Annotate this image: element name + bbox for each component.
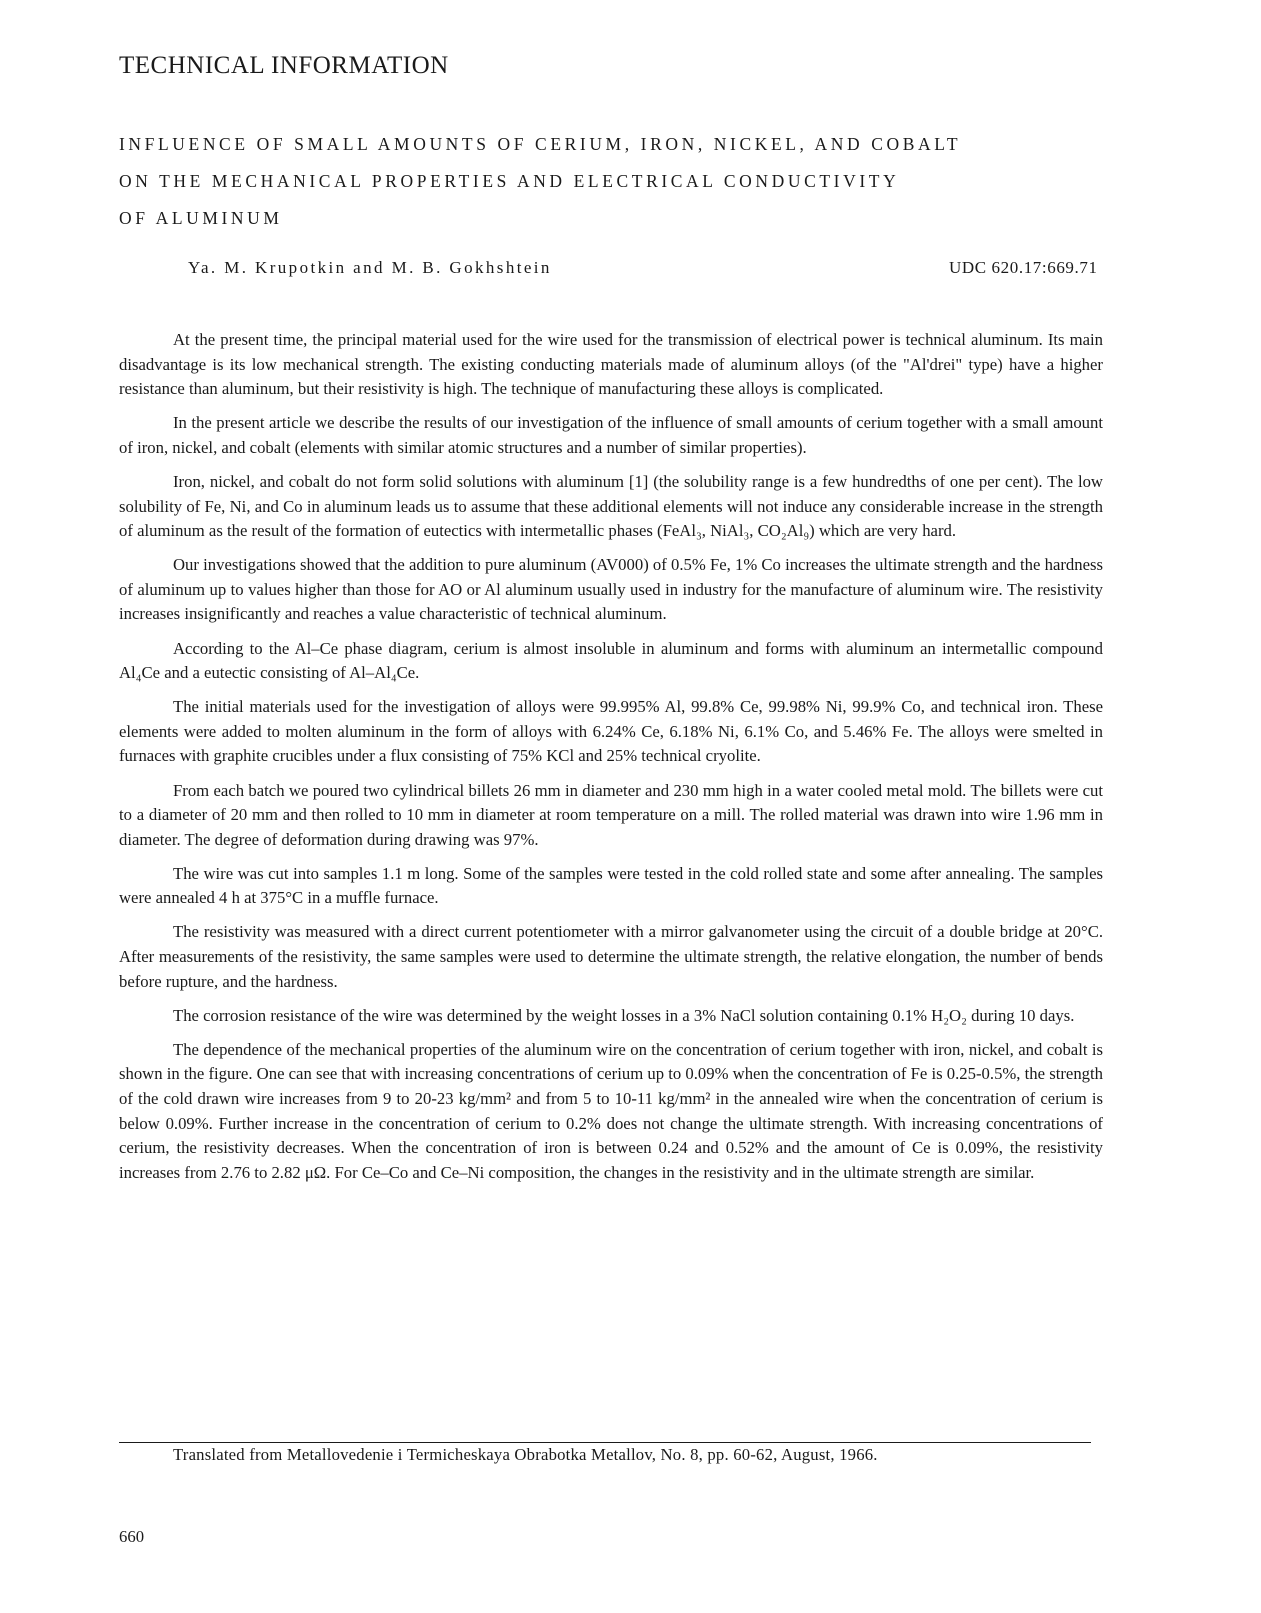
paragraph-10: The corrosion resistance of the wire was determined by the weight losses in a 3% NaCl solution containing 0.1% H₂O₂ during 10 days. [173,1005,1075,1025]
article-title [119,126,1119,237]
authors: Ya. M. Krupotkin and M. B. Gokhshtein [188,258,552,277]
paragraph-11: The dependence of the mechanical properties of the aluminum wire on the concentration of cerium together with iron, nickel, and cobalt is shown in the figure. One can see that with increasing concentrations of cerium up to 0.09% when the concentration of Fe is 0.25-0.5%, the strength of the cold drawn wire increases from 9 to 20-23 kg/mm² and from 5 to 10-11 kg/mm² in the annealed wire when the concentration of cerium is below 0.09%. Further increase in the concentration of cerium to 0.2% does not change the ultimate strength. With increasing concentrations of cerium, the resistivity decreases. When the concentration of iron is between 0.24 and 0.52% and the amount of Ce is 0.09%, the resistivity increases from 2.76 to 2.82 μΩ. For Ce–Co and Ce–Ni composition, the changes in the resistivity and in the ultimate strength are similar. [119,1039,1103,1182]
section-heading: TECHNICAL INFORMATION [119,52,449,79]
paragraph-6: The initial materials used for the investigation of alloys were 99.995% Al, 99.8% Ce, 99.98% Ni, 99.9% Co, and technical iron. These elements were added to molten aluminum in the form of alloys with 6.24% Ce, 6.18% Ni, 6.1% Co, and 5.46% Fe. The alloys were smelted in furnaces with graphite crucibles under a flux consisting of 75% KCl and 25% technical cryolite. [119,697,1103,766]
paragraph-5: According to the Al–Ce phase diagram, cerium is almost insoluble in aluminum and forms with aluminum an intermetallic compound Al₄Ce and a eutectic consisting of Al–Al₄Ce. [119,638,1103,683]
paragraph-8: The wire was cut into samples 1.1 m long. Some of the samples were tested in the cold rolled state and some after annealing. The samples were annealed 4 h at 375°C in a muffle furnace. [119,863,1103,908]
title-line-3: OF ALUMINUM [119,208,283,228]
title-line-2: ON THE MECHANICAL PROPERTIES AND ELECTRICAL CONDUCTIVITY [119,171,900,191]
paragraph-9: The resistivity was measured with a direct current potentiometer with a mirror galvanometer using the circuit of a double bridge at 20°C. After measurements of the resistivity, the same samples were used to determine the ultimate strength, the relative elongation, the number of bends before rupture, and the hardness. [119,922,1103,991]
article-body [119,328,1103,1195]
paragraph-1: At the present time, the principal material used for the wire used for the transmission of electrical power is technical aluminum. Its main disadvantage is its low mechanical strength. The existing conducting materials made of aluminum alloys (of the "Al'drei" type) have a higher resistance than aluminum, but their resistivity is high. The technique of manufacturing these alloys is complicated. [119,330,1103,399]
paragraph-2: In the present article we describe the results of our investigation of the influence of small amounts of cerium together with a small amount of iron, nickel, and cobalt (elements with similar atomic structures and a number of similar properties). [119,413,1103,457]
udc-code: UDC 620.17:669.71 [949,258,1098,277]
page-number: 660 [119,1527,145,1546]
paragraph-4: Our investigations showed that the addition to pure aluminum (AV000) of 0.5% Fe, 1% Co increases the ultimate strength and the hardness of aluminum up to values higher than those for AO or Al aluminum usually used in industry for the manufacture of aluminum wire. The resistivity increases insignificantly and reaches a value characteristic of technical aluminum. [119,555,1103,624]
translation-footnote: Translated from Metallovedenie i Termicheskaya Obrabotka Metallov, No. 8, pp. 60-62, August, 1966. [173,1445,878,1464]
paragraph-3: Iron, nickel, and cobalt do not form solid solutions with aluminum [1] (the solubility range is a few hundredths of one per cent). The low solubility of Fe, Ni, and Co in aluminum leads us to assume that these additional elements will not induce any considerable increase in the strength of aluminum as the result of the formation of eutectics with intermetallic phases (FeAl₃, NiAl₃, CO₂Al₉) which are very hard. [119,471,1103,541]
paragraph-7: From each batch we poured two cylindrical billets 26 mm in diameter and 230 mm high in a water cooled metal mold. The billets were cut to a diameter of 20 mm and then rolled to 10 mm in diameter at room temperature on a mill. The rolled material was drawn into wire 1.96 mm in diameter. The degree of deformation during drawing was 97%. [119,780,1103,849]
title-line-1: INFLUENCE OF SMALL AMOUNTS OF CERIUM, IRON, NICKEL, AND COBALT [119,134,962,154]
footnote-divider [119,1442,1091,1443]
